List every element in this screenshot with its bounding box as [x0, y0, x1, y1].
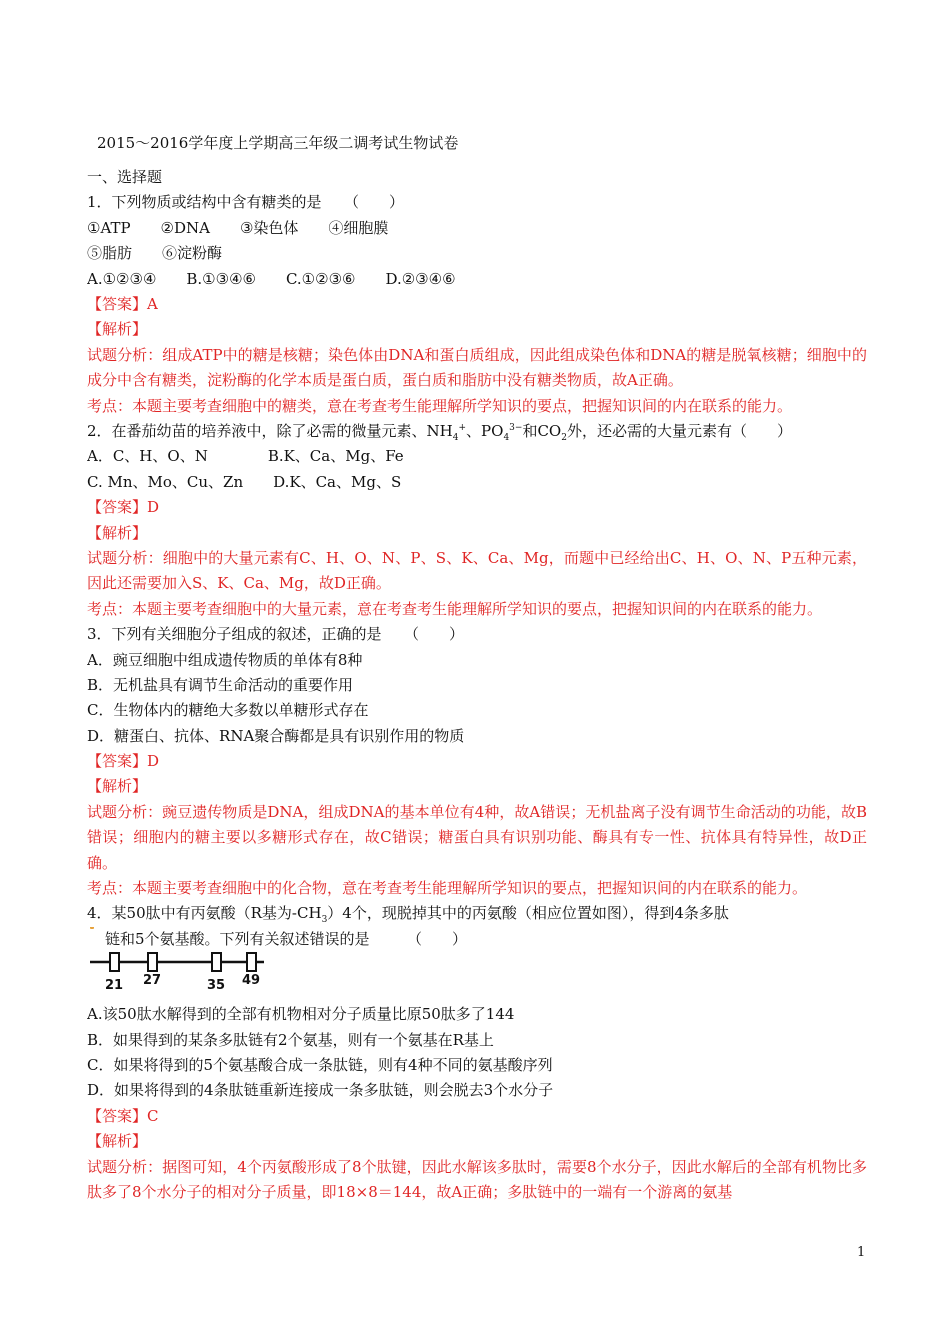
q4-stem-sub-3: 3 — [321, 915, 328, 926]
q1-options: A.①②③④ B.①③④⑥ C.①②③⑥ D.②③④⑥ — [87, 269, 456, 288]
alanine-box-21 — [110, 953, 119, 971]
section-heading: 一、选择题 — [87, 168, 163, 186]
q4-option-c: C．如果将得到的5个氨基酸合成一条肽链，则有4种不同的氨基酸序列 — [87, 1056, 553, 1075]
q3-option-a: A．豌豆细胞中组成遗传物质的单体有8种 — [87, 650, 363, 669]
alanine-box-35 — [212, 953, 221, 971]
q2-stem-sub-2: 2 — [561, 432, 567, 443]
exam-title: 2015～2016学年度上学期高三年级二调考试生物试卷 — [97, 134, 459, 152]
q1-items-line2: ⑤脂肪 ⑥淀粉酶 — [87, 244, 223, 263]
peptide-figure — [87, 952, 867, 1002]
alanine-box-27 — [148, 953, 157, 971]
q2-options-line1: A．C、H、O、N B.K、Ca、Mg、Fe — [87, 447, 404, 466]
q2-analysis-label: 【解析】 — [87, 523, 148, 542]
position-label-49: 49 — [242, 973, 261, 989]
q2-stem-sub-4a: 4 — [452, 432, 459, 443]
q2-point: 考点：本题主要考查细胞中的大量元素，意在考查考生能理解所学知识的要点，把握知识间的内在联系的能力。 — [87, 599, 823, 618]
q2-stem-sup-plus: + — [458, 422, 467, 433]
q1-point: 考点：本题主要考查细胞中的糖类，意在考查考生能理解所学知识的要点，把握知识间的内在联系的能力。 — [87, 396, 793, 415]
q2-stem-part-b: 、PO — [466, 421, 504, 440]
q4-analysis: 试题分析：据图可知，4个丙氨酸形成了8个肽键，因此水解该多肽时，需要8个水分子，因此水解后的全部有机物比多肽多了8个水分子的相对分子质量，即18×8＝144，故A正确；多肽链中的一端有一个游离的氨基 — [87, 1157, 867, 1202]
q3-option-c: C．生物体内的糖绝大多数以单糖形式存在 — [87, 701, 369, 720]
q3-stem: 3．下列有关细胞分子组成的叙述，正确的是 （ ） — [87, 625, 465, 644]
marker-dot — [90, 927, 94, 929]
q1-analysis-label: 【解析】 — [87, 320, 148, 339]
q4-stem-line2-text: 链和5个氨基酸。下列有关叙述错误的是 （ ） — [105, 929, 468, 948]
q3-point: 考点：本题主要考查细胞中的化合物，意在考查考生能理解所学知识的要点，把握知识间的内在联系的能力。 — [87, 879, 808, 898]
position-label-27: 27 — [143, 973, 162, 989]
exam-content — [87, 165, 867, 1205]
q4-stem — [87, 901, 867, 926]
q2-analysis: 试题分析：细胞中的大量元素有C、H、O、N、P、S、K、Ca、Mg，而题中已经给出C、H、O、N、P五种元素，因此还需要加入S、K、Ca、Mg，故D正确。 — [87, 548, 867, 593]
page-number: 1 — [857, 1245, 866, 1260]
q3-answer: 【答案】D — [87, 752, 160, 771]
alanine-box-49 — [247, 953, 256, 971]
q2-stem-part-a: 2．在番茄幼苗的培养液中，除了必需的微量元素、NH — [87, 421, 453, 440]
q1-items-line1: ①ATP ②DNA ③染色体 ④细胞膜 — [87, 218, 389, 237]
q4-stem-part-a: 4．某50肽中有丙氨酸（R基为-CH — [87, 904, 322, 923]
q3-analysis-label: 【解析】 — [87, 777, 148, 796]
position-label-21: 21 — [105, 978, 124, 994]
q4-option-d: D．如果将得到的4条肽链重新连接成一条多肽链，则会脱去3个水分子 — [87, 1081, 554, 1100]
q4-analysis-label: 【解析】 — [87, 1132, 148, 1151]
position-label-35: 35 — [207, 978, 226, 994]
q1-answer: 【答案】A — [87, 294, 158, 313]
q2-options-line2: C. Mn、Mo、Cu、Zn D.K、Ca、Mg、S — [87, 472, 402, 491]
q4-stem-line2 — [87, 927, 867, 952]
q4-stem-part-b: ）4个，现脱掉其中的丙氨酸（相应位置如图），得到4条多肽 — [327, 904, 729, 923]
q2-stem-sup-3minus: 3− — [509, 422, 523, 433]
q2-stem-part-d: 外，还必需的大量元素有（ ） — [566, 421, 792, 440]
q1-stem: 1．下列物质或结构中含有糖类的是 （ ） — [87, 193, 405, 212]
q3-option-d: D．糖蛋白、抗体、RNA聚合酶都是具有识别作用的物质 — [87, 726, 465, 745]
q4-option-b: B．如果得到的某条多肽链有2个氨基，则有一个氨基在R基上 — [87, 1030, 494, 1049]
q4-option-a: A.该50肽水解得到的全部有机物相对分子质量比原50肽多了144 — [87, 1005, 515, 1024]
peptide-diagram — [87, 952, 287, 1002]
q2-stem-sub-4b: 4 — [503, 432, 510, 443]
q3-option-b: B．无机盐具有调节生命活动的重要作用 — [87, 675, 354, 694]
q2-stem — [87, 419, 867, 444]
q4-answer: 【答案】C — [87, 1106, 159, 1125]
q3-analysis: 试题分析：豌豆遗传物质是DNA，组成DNA的基本单位有4种，故A错误；无机盐离子没有调节生命活动的功能，故B错误；细胞内的糖主要以多糖形式存在，故C错误；糖蛋白具有识别功能、酶具有专一性、抗体具有特异性，故D正确。 — [87, 802, 867, 872]
q2-stem-part-c: 和CO — [522, 421, 562, 440]
q1-analysis: 试题分析：组成ATP中的糖是核糖；染色体由DNA和蛋白质组成，因此组成染色体和DNA的糖是脱氧核糖；细胞中的成分中含有糖类，淀粉酶的化学本质是蛋白质，蛋白质和脂肪中没有糖类物质，故A正确。 — [87, 345, 867, 390]
q2-answer: 【答案】D — [87, 498, 160, 517]
